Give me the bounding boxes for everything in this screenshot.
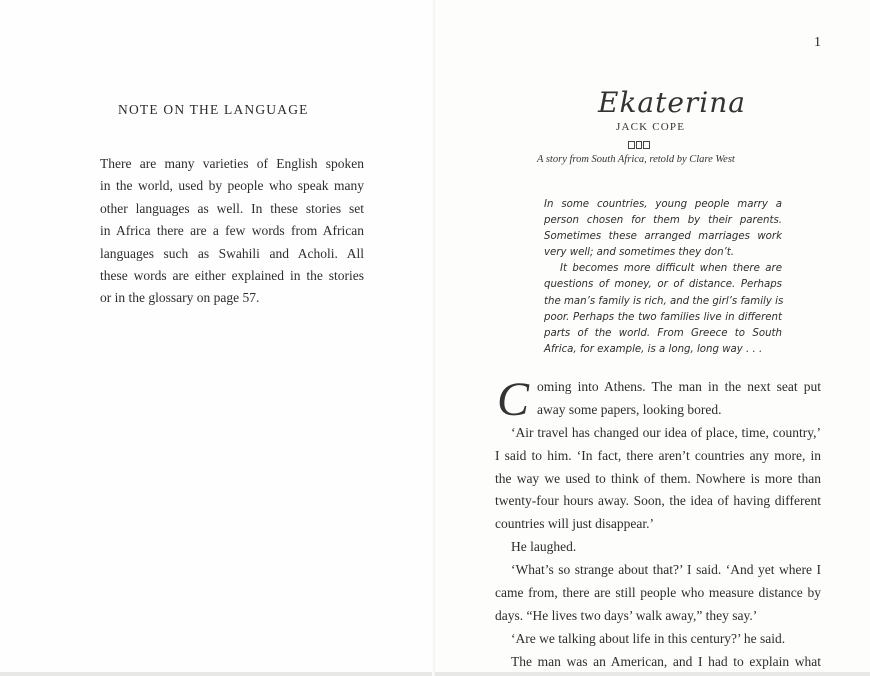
story-title: Ekaterina [598,86,746,119]
body-line: ‘What’s so strange about that?’ I said. ‘And yet where I [511,562,821,578]
body-line: days. “He lives two days’ walk away,” they say.’ [495,607,758,623]
intro-line: It becomes more difficult when there are [560,263,782,275]
body-line: The man was an American, and I had to explain what [511,653,821,669]
page-edge [435,672,870,676]
note-line: other languages as well. In these stories set [100,200,364,216]
note-line: or in the glossary on page 57. [100,290,260,306]
body-line: the way we used to think of them. Nowhere is more than [495,470,821,486]
ornament-icon [628,141,650,149]
note-line: in Africa there are a few words from African [100,223,364,239]
story-author: JACK COPE [616,121,686,133]
intro-line: parts of the world. From Greece to South [544,327,782,339]
drop-cap: C [497,373,530,426]
story-credit: A story from South Africa, retold by Clare West [537,154,735,165]
intro-line: Sometimes these arranged marriages work [544,231,782,243]
intro-line: questions of money, or of distance. Perhaps [544,279,782,291]
page-number: 1 [814,35,821,50]
body-line: ‘Air travel has changed our idea of place, time, country,’ [511,424,821,440]
note-line: There are many varieties of English spoken [100,156,364,171]
intro-line: Africa, for example, is a long, long way . . . [544,343,763,355]
body-line: ‘Are we talking about life in this century?’ he said. [511,630,786,646]
intro-paragraph [544,197,782,358]
intro-line: the man’s family is rich, and the girl’s family is [544,295,784,307]
note-paragraph [100,153,364,310]
note-heading: NOTE ON THE LANGUAGE [118,102,309,117]
right-page [435,0,870,676]
body-line: He laughed. [511,539,577,555]
body-line: countries will just disappear.’ [495,516,654,532]
body-line: twenty-four hours away. Soon, the idea of having different [495,493,821,509]
body-line: away some papers, looking bored. [537,401,722,417]
page-edge [0,672,435,676]
intro-line: poor. Perhaps the two families live in different [544,311,782,323]
note-line: in the world, used by people who speak many [100,178,364,194]
intro-line: In some countries, young people marry a [544,199,782,210]
note-line: these words are either explained in the stories [100,267,364,283]
body-line: oming into Athens. The man in the next seat put [537,379,821,394]
story-body [495,373,821,674]
body-line: I said to him. ‘In fact, there aren’t countries any more, in [495,447,821,463]
note-line: languages such as Swahili and Acholi. All [100,245,364,261]
intro-line: person chosen for them by their parents. [544,215,782,227]
intro-line: very well; and sometimes they don’t. [544,247,734,259]
body-line: came from, there are still people who measure distance by [495,585,821,601]
